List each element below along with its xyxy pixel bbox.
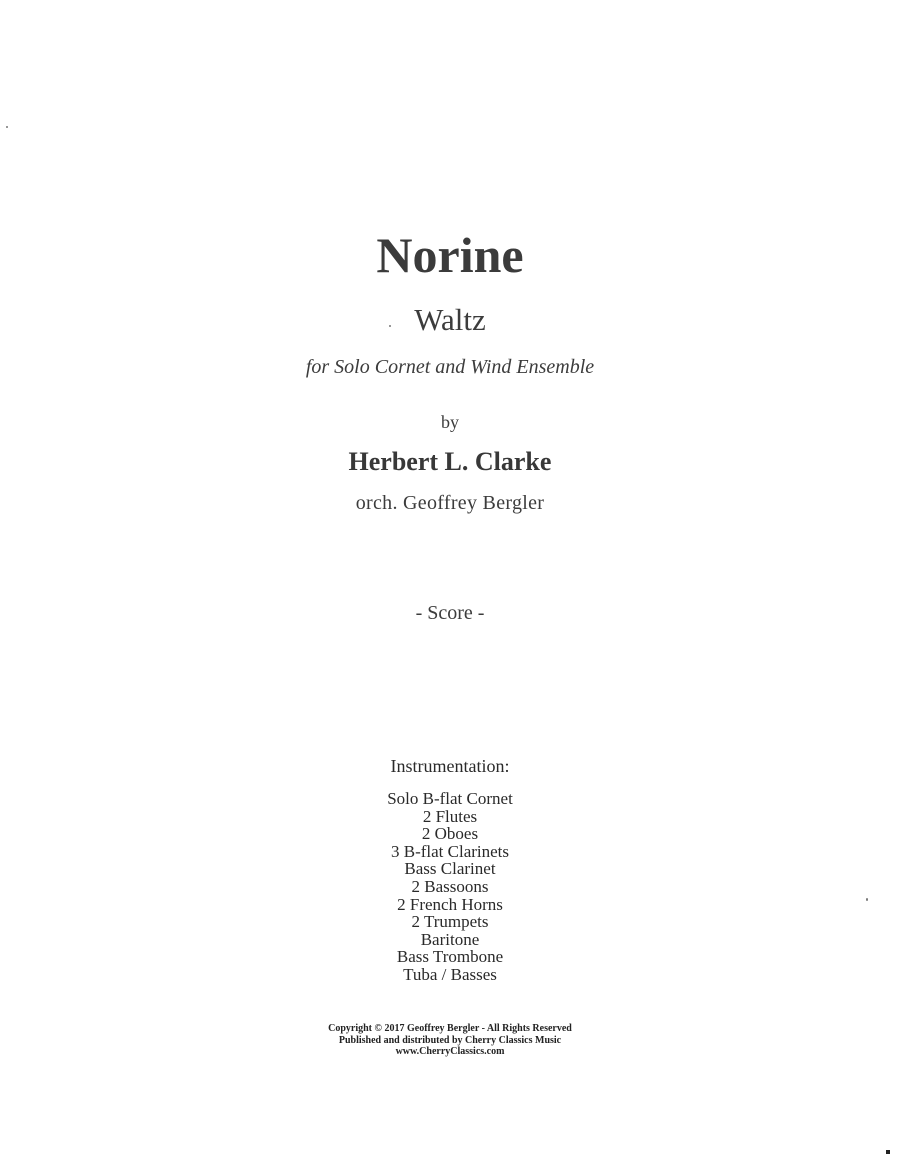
publisher-website: www.CherryClassics.com (395, 1046, 505, 1057)
instrument-item: Tuba / Basses (403, 964, 497, 984)
by-label: by (441, 412, 459, 432)
score-label: - Score - (415, 602, 485, 624)
scan-speck (866, 898, 868, 901)
piece-title: Norine (376, 227, 524, 283)
instrument-item: 2 Oboes (421, 824, 479, 844)
instrument-item: Bass Clarinet (404, 859, 496, 879)
scan-speck (6, 126, 8, 128)
instrument-item: 2 French Horns (397, 894, 503, 914)
instrument-item: Baritone (420, 929, 480, 949)
scoring-description: for Solo Cornet and Wind Ensemble (305, 356, 595, 378)
scan-speck (886, 1150, 890, 1154)
publisher-notice: Published and distributed by Cherry Classics Music (338, 1034, 562, 1046)
copyright-footer (0, 1023, 900, 1058)
instrument-list (0, 790, 900, 984)
instrument-item: 2 Flutes (422, 806, 478, 826)
instrument-item: Solo B-flat Cornet (387, 789, 513, 808)
instrumentation-heading: Instrumentation: (390, 756, 510, 776)
composer-name: Herbert L. Clarke (348, 447, 552, 476)
instrument-item: 3 B-flat Clarinets (390, 841, 510, 861)
copyright-notice: Copyright © 2017 Geoffrey Bergler - All Rights Reserved (328, 1023, 572, 1034)
instrument-item: 2 Bassoons (411, 876, 489, 896)
instrument-item: Bass Trombone (396, 947, 504, 967)
piece-subtitle: Waltz (414, 302, 486, 337)
arranger-credit: orch. Geoffrey Bergler (355, 492, 545, 514)
instrument-item: 2 Trumpets (411, 912, 489, 932)
scan-speck (389, 325, 391, 327)
